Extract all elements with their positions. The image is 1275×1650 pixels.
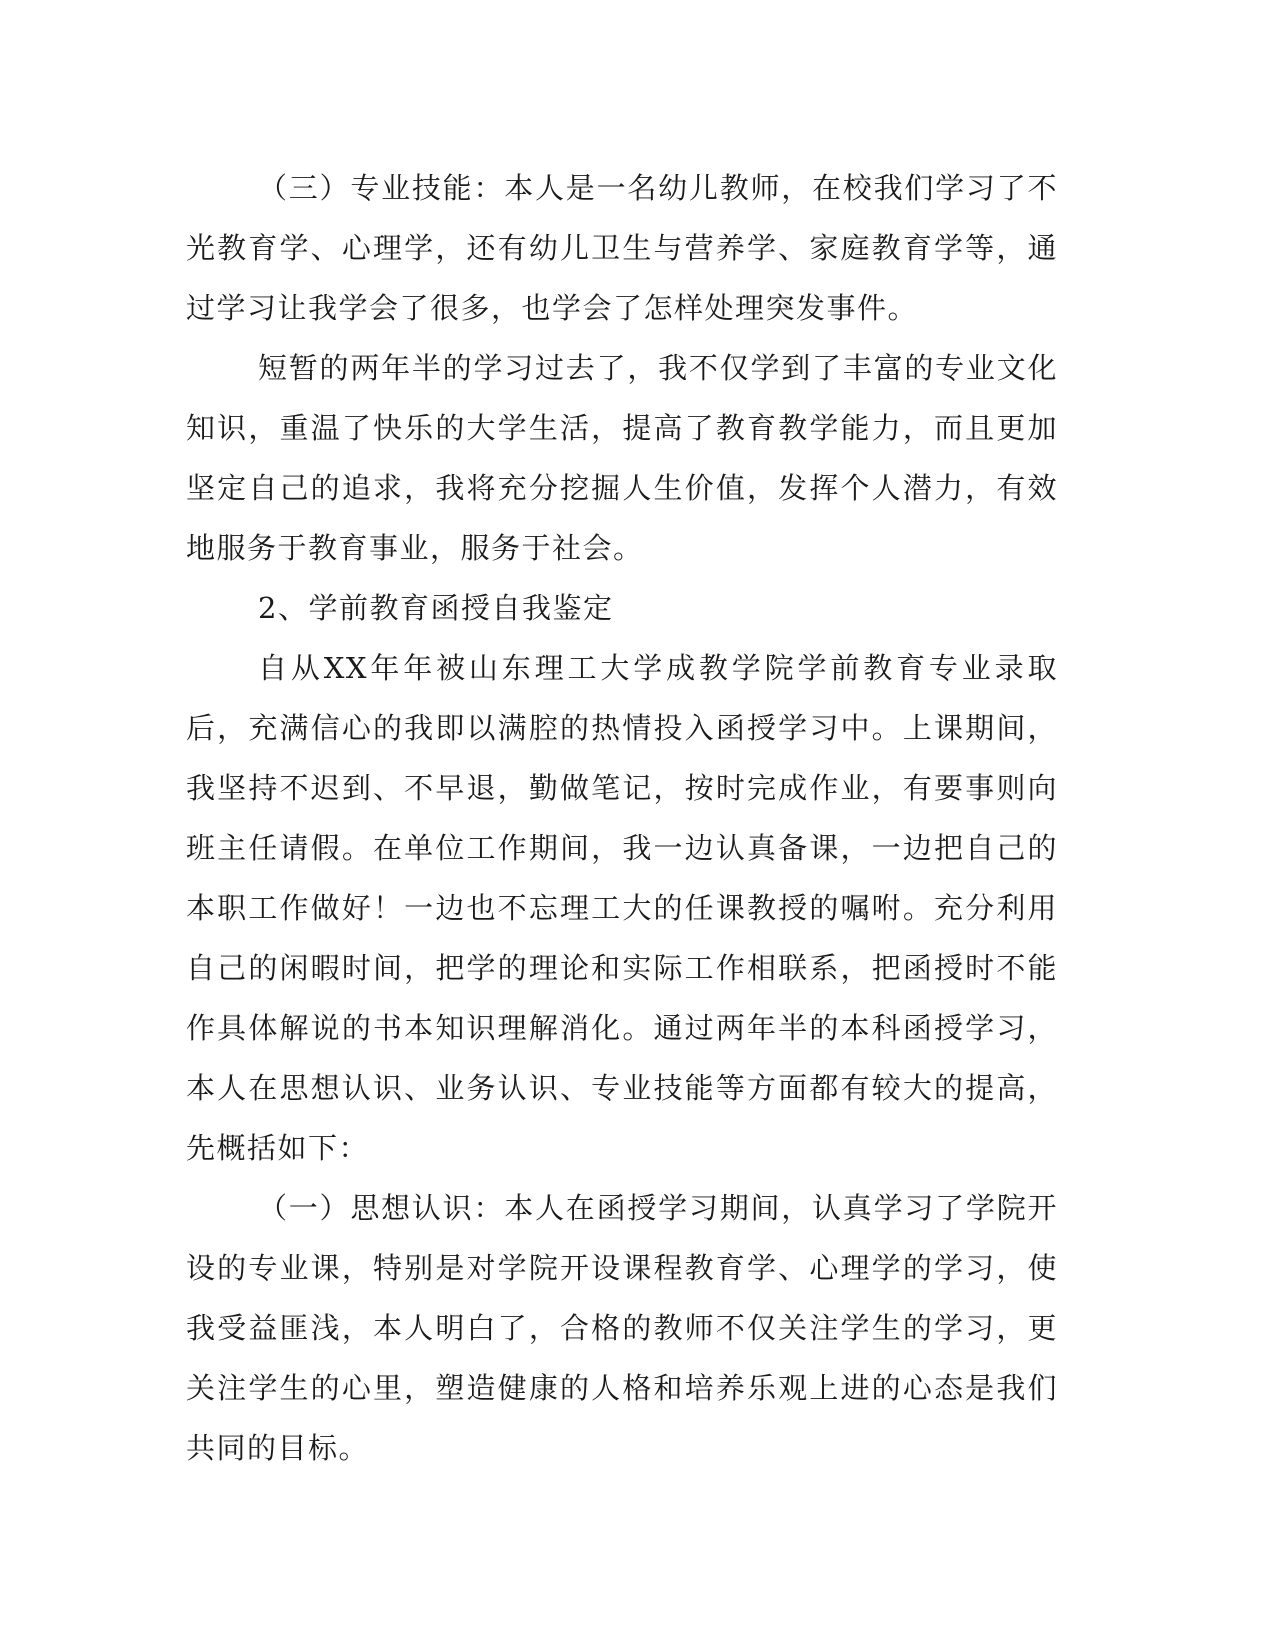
paragraph-enrollment: 自从XX年年被山东理工大学成教学院学前教育专业录取后，充满信心的我即以满腔的热情投入函授学习中。上课期间，我坚持不迟到、不早退，勤做笔记，按时完成作业，有要事则向班主任请假。在单位工作期间，我一边认真备课，一边把自己的本职工作做好！一边也不忘理工大的任课教授的嘱咐。充分利用自己的闲暇时间，把学的理论和实际工作相联系，把函授时不能作具体解说的书本知识理解消化。通过两年半的本科函授学习，本人在思想认识、业务认识、专业技能等方面都有较大的提高，先概括如下： [186, 651, 1058, 1165]
section-heading: 2、学前教育函授自我鉴定 [258, 591, 614, 625]
paragraph-ideological-awareness: （一）思想认识：本人在函授学习期间，认真学习了学院开设的专业课，特别是对学院开设课程教育学、心理学的学习，使我受益匪浅，本人明白了，合格的教师不仅关注学生的学习，更关注学生的心里，塑造健康的人格和培养乐观上进的心态是我们共同的目标。 [186, 1191, 1058, 1465]
paragraph-summary: 短暂的两年半的学习过去了，我不仅学到了丰富的专业文化知识，重温了快乐的大学生活，提高了教育教学能力，而且更加坚定自己的追求，我将充分挖掘人生价值，发挥个人潜力，有效地服务于教育事业，服务于社会。 [186, 351, 1058, 565]
document-body [186, 158, 1058, 1478]
paragraph-professional-skills: （三）专业技能：本人是一名幼儿教师，在校我们学习了不光教育学、心理学，还有幼儿卫生与营养学、家庭教育学等，通过学习让我学会了很多，也学会了怎样处理突发事件。 [186, 171, 1058, 325]
